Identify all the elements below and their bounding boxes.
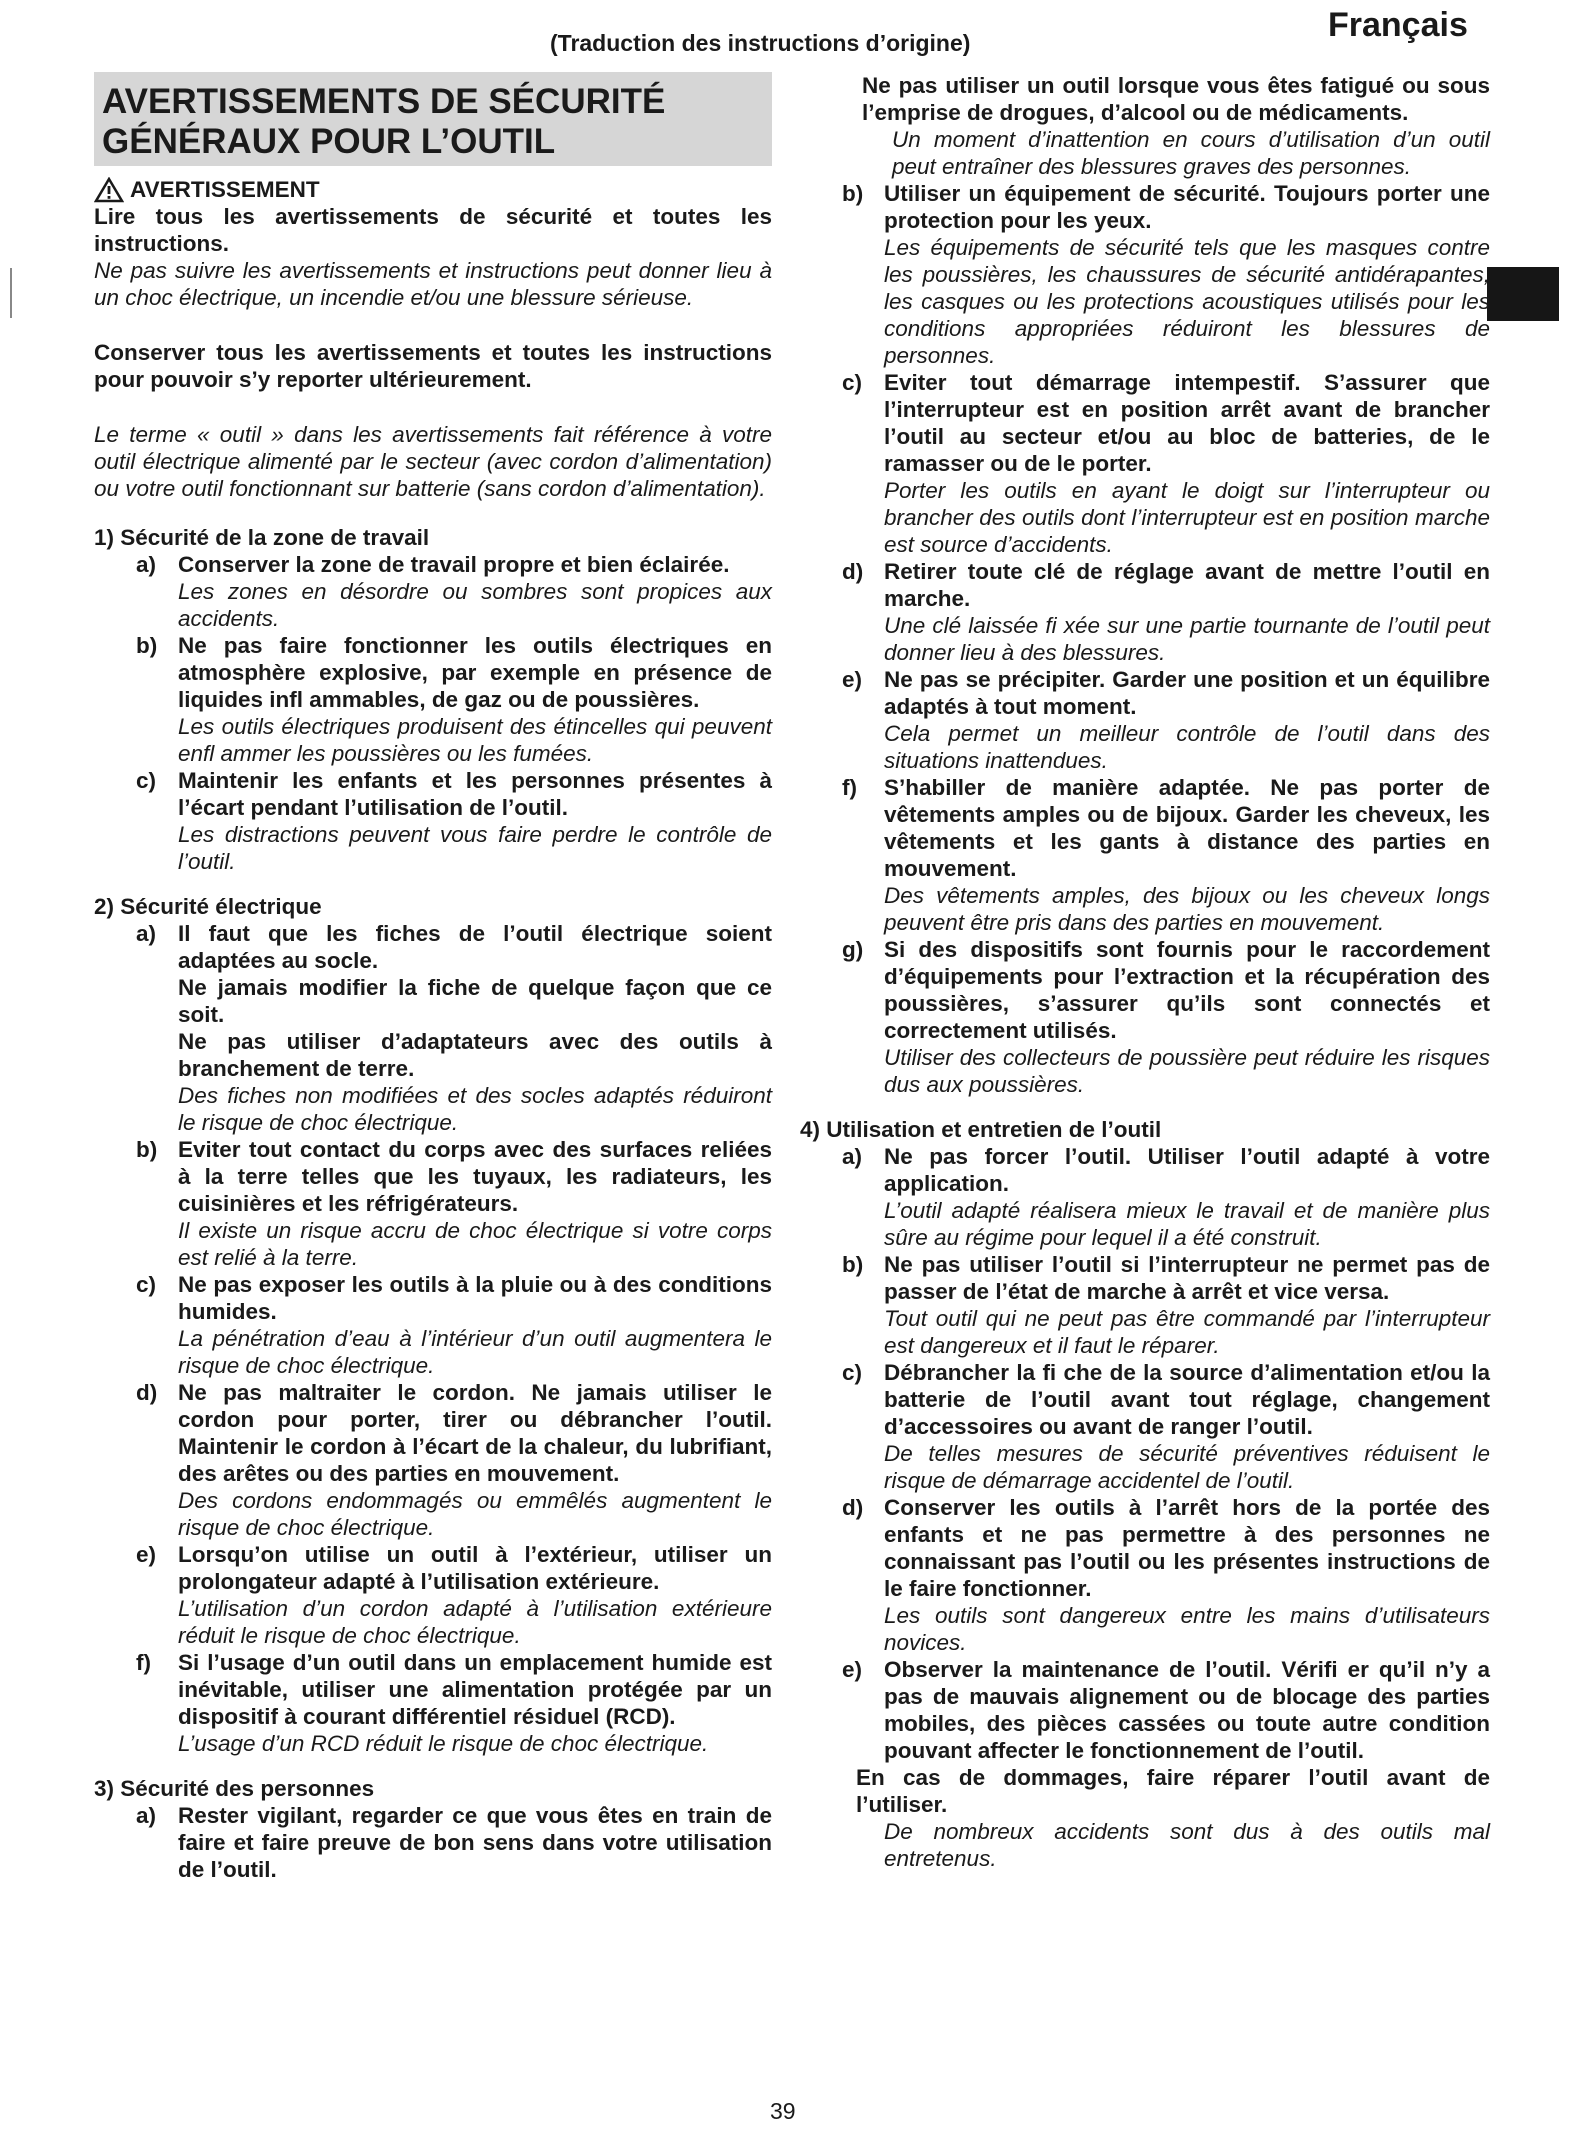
s1-c-note: Les distractions peuvent vous faire perdre le contrôle de l’outil. [178,822,772,874]
s4-d-note: Les outils sont dangereux entre les mains d’utilisateurs novices. [884,1603,1490,1655]
s3-d [800,558,1490,666]
s3-f-label: f) [842,775,857,800]
s2-d-note: Des cordons endommagés ou emmêlés augmentent le risque de choc électrique. [178,1488,772,1540]
s3-g-note: Utiliser des collecteurs de poussière peut réduire les risques dus aux poussières. [884,1045,1490,1097]
s1-b-label: b) [136,633,158,658]
s3-b-text: Utiliser un équipement de sécurité. Toujours porter une protection pour les yeux. [884,181,1490,233]
s2-f-text: Si l’usage d’un outil dans un emplacement humide est inévitable, utiliser une alimentation protégée par un dispositif à courant différentiel résiduel (RCD). [178,1650,772,1729]
s2-c-text: Ne pas exposer les outils à la pluie ou à des conditions humides. [178,1272,772,1324]
section-tab-marker [1487,267,1559,321]
s2-a [94,920,772,1136]
s4-a-note: L’outil adapté réalisera mieux le travail et de manière plus sûre au régime pour lequel il a été construit. [884,1198,1490,1250]
s2-a-text: Il faut que les fiches de l’outil électrique soient adaptées au socle. [178,921,772,973]
margin-mark [10,268,12,318]
s3-e-note: Cela permet un meilleur contrôle de l’outil dans des situations inattendues. [884,721,1490,773]
right-column [800,72,1490,1872]
warning-heading [94,176,772,203]
s1-b-note: Les outils électriques produisent des étincelles qui peuvent enfl ammer les poussières ou les fumées. [178,714,772,766]
s4-e-text: Observer la maintenance de l’outil. Vérifi er qu’il n’y a pas de mauvais alignement ou de blocage des parties mobiles, des pièces cassées ou toute autre condition pouvant affecter le fonctionnement de l’outil. [884,1657,1490,1763]
s4-e [800,1656,1490,1872]
s3-b-label: b) [842,181,864,206]
s2-d-label: d) [136,1380,158,1405]
s2-f [94,1649,772,1757]
s3-b-note: Les équipements de sécurité tels que les masques contre les poussières, les chaussures de sécurité antidérapantes, les casques ou les protections acoustiques utilisés pour les conditions appropriées réduiront les blessures de personnes. [884,235,1490,368]
s3-b [800,180,1490,369]
s3-g-label: g) [842,937,864,962]
s3-a-text: Rester vigilant, regarder ce que vous êtes en train de faire et faire preuve de bon sens dans votre utilisation de l’outil. [178,1803,772,1882]
s2-d [94,1379,772,1541]
s3-c-note: Porter les outils en ayant le doigt sur l’interrupteur ou brancher des outils dont l’interrupteur est en position marche est source d’accidents. [884,478,1490,557]
s2-e-text: Lorsqu’on utilise un outil à l’extérieur, utiliser un prolongateur adapté à l’utilisation extérieure. [178,1542,772,1594]
s2-b-label: b) [136,1137,158,1162]
warning-label: AVERTISSEMENT [130,177,320,202]
s2-e-label: e) [136,1542,157,1567]
warning-italic: Ne pas suivre les avertissements et instructions peut donner lieu à un choc électrique, un incendie et/ou une blessure sérieuse. [94,258,772,310]
left-column [94,72,772,1883]
s4-b [800,1251,1490,1359]
s3-g-text: Si des dispositifs sont fournis pour le raccordement d’équipements pour l’extraction et la récupération des poussières, s’assurer qu’ils sont connectés et correctement utilisés. [884,937,1490,1043]
section-4-heading: 4) Utilisation et entretien de l’outil [800,1117,1162,1142]
s4-a-text: Ne pas forcer l’outil. Utiliser l’outil adapté à votre application. [884,1144,1490,1196]
s2-a-text-2: Ne jamais modifier la fiche de quelque façon que ce soit. [178,975,772,1027]
s1-c-text: Maintenir les enfants et les personnes présentes à l’écart pendant l’utilisation de l’outil. [178,768,772,820]
s4-c-note: De telles mesures de sécurité préventives réduisent le risque de démarrage accidentel de l’outil. [884,1441,1490,1493]
s1-c [94,767,772,875]
keep-instructions: Conserver tous les avertissements et toutes les instructions pour pouvoir s’y reporter ultérieurement. [94,340,772,392]
s1-a-label: a) [136,552,157,577]
s3-f-text: S’habiller de manière adaptée. Ne pas porter de vêtements amples ou de bijoux. Garder les cheveux, les vêtements et les gants à distance des parties en mouvement. [884,775,1490,881]
s3-f [800,774,1490,936]
s4-b-note: Tout outil qui ne peut pas être commandé par l’interrupteur est dangereux et il faut le réparer. [884,1306,1490,1358]
s3-a [94,1802,772,1883]
s3-c-label: c) [842,370,863,395]
s4-e-note: De nombreux accidents sont dus à des outils mal entretenus. [884,1819,1490,1871]
s1-b [94,632,772,767]
section-2-heading: 2) Sécurité électrique [94,894,322,919]
title-line-1: AVERTISSEMENTS DE SÉCURITÉ [102,82,666,121]
s2-c-label: c) [136,1272,157,1297]
s3-d-label: d) [842,559,864,584]
s3-a-note: Un moment d’inattention en cours d’utilisation d’un outil peut entraîner des blessures graves des personnes. [892,127,1490,179]
section-3-heading: 3) Sécurité des personnes [94,1776,375,1801]
title-line-2: GÉNÉRAUX POUR L’OUTIL [102,122,556,161]
s1-b-text: Ne pas faire fonctionner les outils électriques en atmosphère explosive, par exemple en présence de liquides infl ammables, de gaz ou de poussières. [178,633,772,712]
s1-c-label: c) [136,768,157,793]
s2-b [94,1136,772,1271]
s2-d-text: Ne pas maltraiter le cordon. Ne jamais utiliser le cordon pour porter, tirer ou débrancher l’outil. Maintenir le cordon à l’écart de la chaleur, du lubrifiant, des arêtes ou des parties en mouvement. [178,1380,772,1486]
warning-bold: Lire tous les avertissements de sécurité et toutes les instructions. [94,204,772,256]
s3-c [800,369,1490,558]
s4-c-text: Débrancher la fi che de la source d’alimentation et/ou la batterie de l’outil avant tout réglage, changement d’accessoires ou avant de ranger l’outil. [884,1360,1490,1439]
term-definition: Le terme « outil » dans les avertissements fait référence à votre outil électrique alimenté par le secteur (avec cordon d’alimentation) ou votre outil fonctionnant sur batterie (sans cordon d’alimentation). [94,422,772,501]
s3-a-text-2: Ne pas utiliser un outil lorsque vous êtes fatigué ou sous l’emprise de drogues, d’alcool ou de médicaments. [862,73,1490,125]
s4-d-text: Conserver les outils à l’arrêt hors de la portée des enfants et ne pas permettre à des personnes ne connaissant pas l’outil ou les présentes instructions de le faire fonctionner. [884,1495,1490,1601]
s4-a-label: a) [842,1144,863,1169]
s3-d-text: Retirer toute clé de réglage avant de mettre l’outil en marche. [884,559,1490,611]
s2-a-label: a) [136,921,157,946]
s3-e-label: e) [842,667,863,692]
s4-d-label: d) [842,1495,864,1520]
s1-a [94,551,772,632]
header-translation-note: (Traduction des instructions d’origine) [550,30,971,56]
header-language: Français [1328,6,1468,44]
s4-c [800,1359,1490,1494]
s3-e [800,666,1490,774]
section-1-heading: 1) Sécurité de la zone de travail [94,525,430,550]
s3-d-note: Une clé laissée fi xée sur une partie tournante de l’outil peut donner lieu à des blessures. [884,613,1490,665]
s3-f-note: Des vêtements amples, des bijoux ou les cheveux longs peuvent être pris dans des parties en mouvement. [884,883,1490,935]
s2-a-note: Des fiches non modifiées et des socles adaptés réduiront le risque de choc électrique. [178,1083,772,1135]
warning-triangle-icon [94,177,124,203]
s4-e-label: e) [842,1657,863,1682]
page-number: 39 [770,2098,796,2124]
s2-b-note: Il existe un risque accru de choc électrique si votre corps est relié à la terre. [178,1218,772,1270]
s4-b-label: b) [842,1252,864,1277]
s2-a-text-3: Ne pas utiliser d’adaptateurs avec des outils à branchement de terre. [178,1029,772,1081]
s2-b-text: Eviter tout contact du corps avec des surfaces reliées à la terre telles que les tuyaux, les radiateurs, les cuisinières et les réfrigérateurs. [178,1137,772,1216]
s3-g [800,936,1490,1098]
page-title [94,72,772,166]
s4-e-text-2: En cas de dommages, faire réparer l’outil avant de l’utiliser. [856,1765,1490,1817]
s2-e [94,1541,772,1649]
s1-a-text: Conserver la zone de travail propre et bien éclairée. [178,552,730,577]
s3-e-text: Ne pas se précipiter. Garder une position et un équilibre adaptés à tout moment. [884,667,1490,719]
s3-a-label: a) [136,1803,157,1828]
s4-c-label: c) [842,1360,863,1385]
s2-c [94,1271,772,1379]
s3-c-text: Eviter tout démarrage intempestif. S’assurer que l’interrupteur est en position arrêt avant de brancher l’outil au secteur et/ou au bloc de batteries, de le ramasser ou de le porter. [884,370,1490,476]
s1-a-note: Les zones en désordre ou sombres sont propices aux accidents. [178,579,772,631]
s4-a [800,1143,1490,1251]
s2-c-note: La pénétration d’eau à l’intérieur d’un outil augmentera le risque de choc électrique. [178,1326,772,1378]
s4-b-text: Ne pas utiliser l’outil si l’interrupteur ne permet pas de passer de l’état de marche à arrêt et vice versa. [884,1252,1490,1304]
s2-e-note: L’utilisation d’un cordon adapté à l’utilisation extérieure réduit le risque de choc électrique. [178,1596,772,1648]
s2-f-label: f) [136,1650,151,1675]
s4-d [800,1494,1490,1656]
s2-f-note: L’usage d’un RCD réduit le risque de choc électrique. [178,1731,709,1756]
s3-a-continued [800,72,1490,180]
